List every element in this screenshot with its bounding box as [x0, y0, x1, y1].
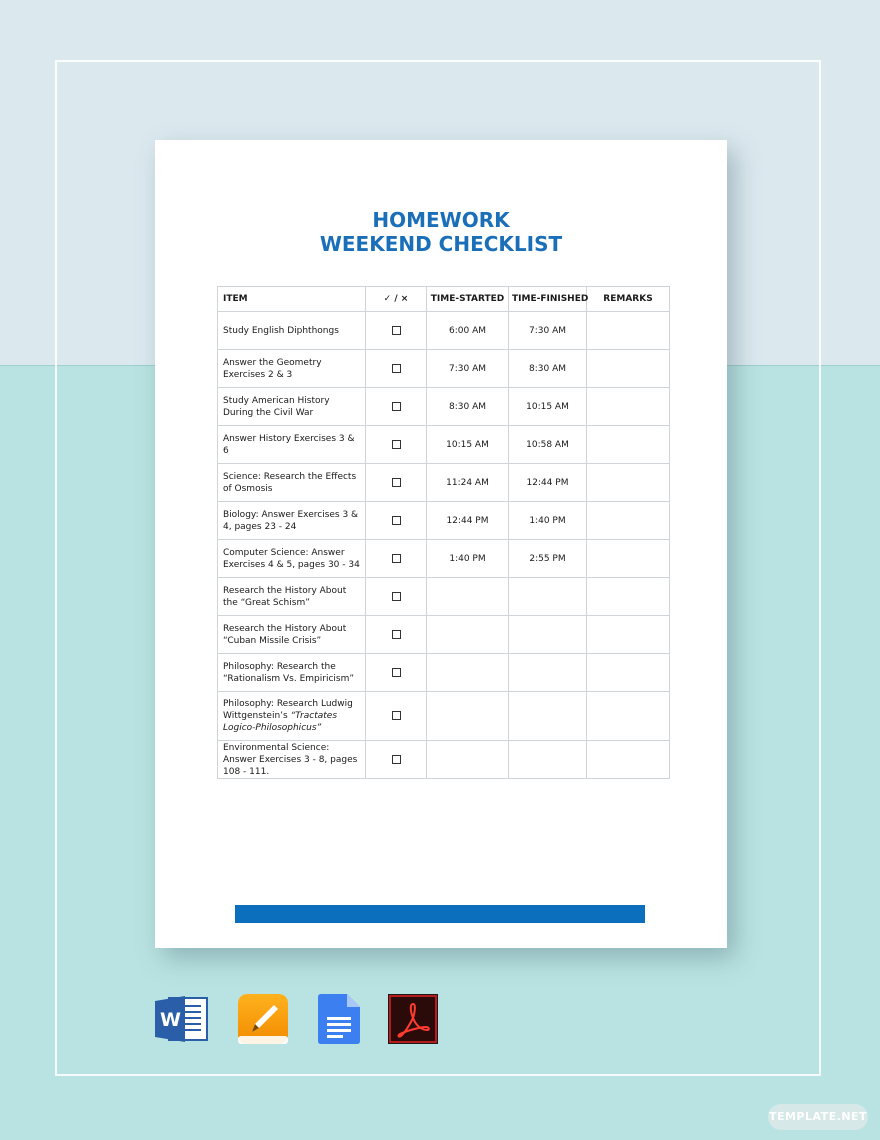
time-finished-cell: 2:55 PM: [509, 540, 587, 578]
time-finished-cell: 8:30 AM: [509, 350, 587, 388]
table-row: [218, 654, 670, 692]
check-cell: [366, 426, 427, 464]
item-cell: Science: Research the Effects of Osmosis: [218, 464, 366, 502]
time-finished-cell: 12:44 PM: [509, 464, 587, 502]
pages-icon[interactable]: [238, 994, 288, 1044]
item-cell: Study English Diphthongs: [218, 312, 366, 350]
checkbox[interactable]: [392, 592, 401, 601]
table-row: [218, 426, 670, 464]
document-title: [155, 208, 727, 256]
time-finished-cell: 7:30 AM: [509, 312, 587, 350]
title-line-2: WEEKEND CHECKLIST: [319, 232, 563, 256]
remarks-cell: [587, 654, 670, 692]
item-cell: Research the History About the “Great Schism”: [218, 578, 366, 616]
document-page: [155, 140, 727, 948]
remarks-cell: [587, 464, 670, 502]
checkbox[interactable]: [392, 630, 401, 639]
remarks-cell: [587, 692, 670, 741]
remarks-cell: [587, 312, 670, 350]
remarks-cell: [587, 388, 670, 426]
time-started-cell: [427, 741, 509, 779]
time-started-cell: 10:15 AM: [427, 426, 509, 464]
time-started-cell: 8:30 AM: [427, 388, 509, 426]
acrobat-pdf-icon[interactable]: [388, 994, 438, 1044]
table-row: [218, 578, 670, 616]
check-cell: [366, 616, 427, 654]
remarks-cell: [587, 578, 670, 616]
item-cell: Philosophy: Research the “Rationalism Vs. Empiricism”: [218, 654, 366, 692]
item-cell: Answer the Geometry Exercises 2 & 3: [218, 350, 366, 388]
checklist-table: [217, 286, 670, 779]
remarks-cell: [587, 616, 670, 654]
title-line-1: HOMEWORK: [372, 208, 510, 232]
checkbox[interactable]: [392, 402, 401, 411]
checkbox[interactable]: [392, 326, 401, 335]
checkbox[interactable]: [392, 711, 401, 720]
time-finished-cell: [509, 616, 587, 654]
header-time-finished: TIME-FINISHED: [509, 287, 587, 312]
item-italic-title: “Tractates Logico-Philosophicus”: [223, 711, 338, 733]
item-cell: Answer History Exercises 3 & 6: [218, 426, 366, 464]
table-row: [218, 388, 670, 426]
table-row: [218, 540, 670, 578]
table-row: [218, 741, 670, 779]
header-remarks: REMARKS: [587, 287, 670, 312]
item-cell: [218, 692, 366, 741]
item-cell: Biology: Answer Exercises 3 & 4, pages 23 - 24: [218, 502, 366, 540]
item-cell: Study American History During the Civil War: [218, 388, 366, 426]
check-cell: [366, 312, 427, 350]
check-cell: [366, 464, 427, 502]
header-check: ✓ / ×: [366, 287, 427, 312]
table-row: [218, 312, 670, 350]
svg-text:W: W: [160, 1009, 181, 1031]
table-row: [218, 464, 670, 502]
time-started-cell: [427, 654, 509, 692]
time-finished-cell: 10:58 AM: [509, 426, 587, 464]
item-cell: Computer Science: Answer Exercises 4 & 5, pages 30 - 34: [218, 540, 366, 578]
time-started-cell: 6:00 AM: [427, 312, 509, 350]
check-cell: [366, 502, 427, 540]
footer-bar: [235, 905, 645, 923]
table-row: [218, 350, 670, 388]
checkbox[interactable]: [392, 478, 401, 487]
time-started-cell: 7:30 AM: [427, 350, 509, 388]
checkbox[interactable]: [392, 668, 401, 677]
time-finished-cell: [509, 741, 587, 779]
time-started-cell: [427, 616, 509, 654]
word-icon[interactable]: [155, 994, 205, 1044]
checkbox[interactable]: [392, 554, 401, 563]
header-item: ITEM: [218, 287, 366, 312]
check-cell: [366, 741, 427, 779]
time-started-cell: 1:40 PM: [427, 540, 509, 578]
remarks-cell: [587, 741, 670, 779]
checkbox[interactable]: [392, 516, 401, 525]
table-row: [218, 502, 670, 540]
time-started-cell: [427, 578, 509, 616]
check-cell: [366, 350, 427, 388]
remarks-cell: [587, 426, 670, 464]
time-finished-cell: 10:15 AM: [509, 388, 587, 426]
time-finished-cell: [509, 578, 587, 616]
table-header-row: [218, 287, 670, 312]
time-finished-cell: [509, 654, 587, 692]
remarks-cell: [587, 350, 670, 388]
check-cell: [366, 540, 427, 578]
remarks-cell: [587, 502, 670, 540]
check-cell: [366, 692, 427, 741]
check-cell: [366, 388, 427, 426]
check-cell: [366, 654, 427, 692]
item-cell: Environmental Science: Answer Exercises 3 - 8, pages 108 - 111.: [218, 741, 366, 779]
checkbox[interactable]: [392, 364, 401, 373]
item-text: Philosophy: Research Ludwig Wittgenstein’s: [223, 699, 353, 721]
checkbox[interactable]: [392, 440, 401, 449]
time-started-cell: 12:44 PM: [427, 502, 509, 540]
item-cell: Research the History About “Cuban Missile Crisis”: [218, 616, 366, 654]
time-started-cell: 11:24 AM: [427, 464, 509, 502]
google-docs-icon[interactable]: [318, 994, 368, 1044]
watermark-badge: TEMPLATE.NET: [768, 1104, 868, 1130]
time-started-cell: [427, 692, 509, 741]
time-finished-cell: 1:40 PM: [509, 502, 587, 540]
check-cell: [366, 578, 427, 616]
table-row: [218, 616, 670, 654]
header-time-started: TIME-STARTED: [427, 287, 509, 312]
checkbox[interactable]: [392, 755, 401, 764]
time-finished-cell: [509, 692, 587, 741]
remarks-cell: [587, 540, 670, 578]
table-row: [218, 692, 670, 741]
